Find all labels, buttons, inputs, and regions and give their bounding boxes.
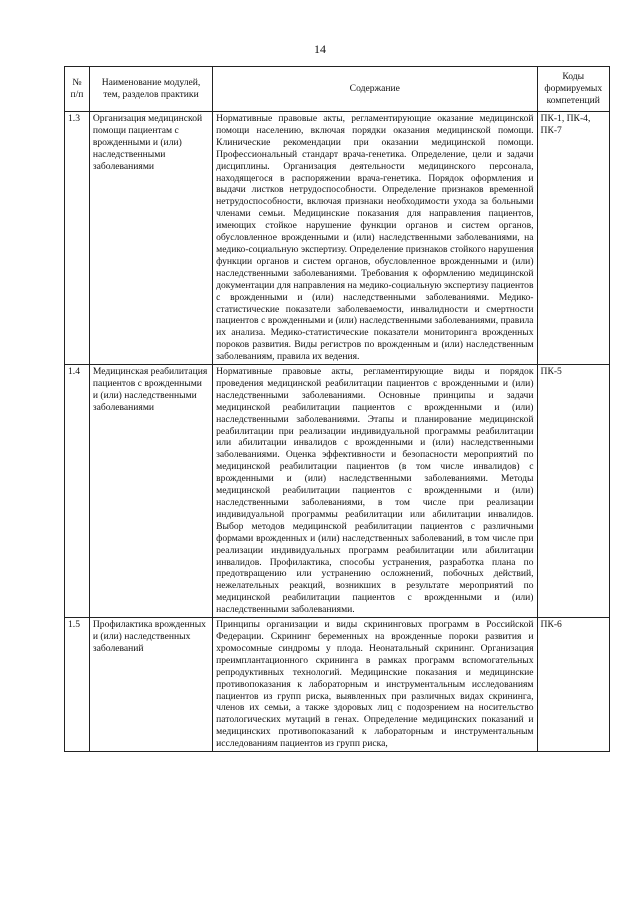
row-name: Профилактика врожденных и (или) наследственных заболеваний	[89, 618, 212, 752]
header-name: Наименование модулей, тем, разделов практики	[89, 67, 212, 112]
header-num: № п/п	[65, 67, 90, 112]
curriculum-table	[64, 66, 610, 752]
row-content: Принципы организации и виды скрининговых программ в Российской Федерации. Скрининг беременных на врожденные пороки развития и хромосомные синдромы у плода. Неонатальный скрининг. Организация преимплантационного скрининга в рамках программ вспомогательных репродуктивных технологий. Медицинские показания и медицинские противопоказания к лабораторным и инструментальным исследованиям пациентов из групп риска, выявленных при различных видах скрининга, членов их семьи, а также здоровых лиц с подозрением на носительство патологических мутаций в генах. Определение медицинских показаний и медицинских противопоказаний к лабораторным и инструментальным исследованиям пациентов из групп риска,	[213, 618, 537, 752]
table-header-row	[65, 67, 610, 112]
row-codes: ПК-1, ПК-4, ПК-7	[537, 112, 609, 365]
row-name: Организация медицинской помощи пациентам с врожденными и (или) наследственными заболеваниями	[89, 112, 212, 365]
row-num: 1.5	[65, 618, 90, 752]
table-row	[65, 365, 610, 618]
row-content: Нормативные правовые акты, регламентирующие оказание медицинской помощи населению, включая порядки оказания медицинской помощи. Клинические рекомендации при оказании медицинской помощи. Профессиональный стандарт врача-генетика. Определение, цели и задачи дисциплины. Организация деятельности медицинского персонала, находящегося в распоряжении врача-генетика. Порядок оформления и выдачи листков нетрудоспособности. Определение признаков временной нетрудоспособности, включая признаки необходимости ухода за больными членами семьи. Медицинские показания для направления пациентов, имеющих стойкое нарушение функции органов и систем органов, обусловленное врожденными и (или) наследственными заболеваниями, на медико-социальную экспертизу. Определение признаков стойкого нарушения функции органов и систем органов, обусловленное врожденными и (или) наследственными заболеваниями. Требования к оформлению медицинской документации для направления на медико-социальную экспертизу пациентов с врожденными и (или) наследственными заболеваниями. Медико-статистические показатели заболеваемости, инвалидности и смертности пациентов с врожденными и (или) наследственными заболеваниями, правила их анализа. Медико-статистические показатели мониторинга врожденных пороков развития. Виды регистров по врожденным и (или) наследственным заболеваниям, правила их ведения.	[213, 112, 537, 365]
header-content: Содержание	[213, 67, 537, 112]
row-content: Нормативные правовые акты, регламентирующие виды и порядок проведения медицинской реабилитации пациентов с врожденными и (или) наследственными заболеваниями. Основные принципы и задачи медицинской реабилитации пациентов с врожденными и (или) наследственными заболеваниями. Этапы и планирование медицинской реабилитации при реализации индивидуальной программы реабилитации или абилитации инвалидов с врожденными и (или) наследственными заболеваниями. Оценка эффективности и безопасности мероприятий по медицинской реабилитации пациентов (в том числе инвалидов) с врожденными и (или) наследственными заболеваниями. Методы медицинской реабилитации пациентов с врожденными и (или) наследственными заболеваниями, в том числе при реализации индивидуальной программы реабилитации или абилитации инвалидов. Выбор методов медицинской реабилитации пациентов с различными формами врожденных и (или) наследственных заболеваний, в том числе при реализации индивидуальных программ реабилитации или абилитации инвалидов. Профилактика, способы устранения, разработка плана по предотвращению или устранению осложнений, побочных действий, нежелательных реакций, возникших в результате мероприятий по медицинской реабилитации пациентов с врожденными и (или) наследственными заболеваниями.	[213, 365, 537, 618]
row-num: 1.4	[65, 365, 90, 618]
table-row	[65, 112, 610, 365]
row-codes: ПК-6	[537, 618, 609, 752]
header-codes: Коды формируемых компетенций	[537, 67, 609, 112]
row-name: Медицинская реабилитация пациентов с врожденными и (или) наследственными заболеваниями	[89, 365, 212, 618]
row-codes: ПК-5	[537, 365, 609, 618]
table-row	[65, 618, 610, 752]
row-num: 1.3	[65, 112, 90, 365]
page-number: 14	[314, 42, 326, 56]
